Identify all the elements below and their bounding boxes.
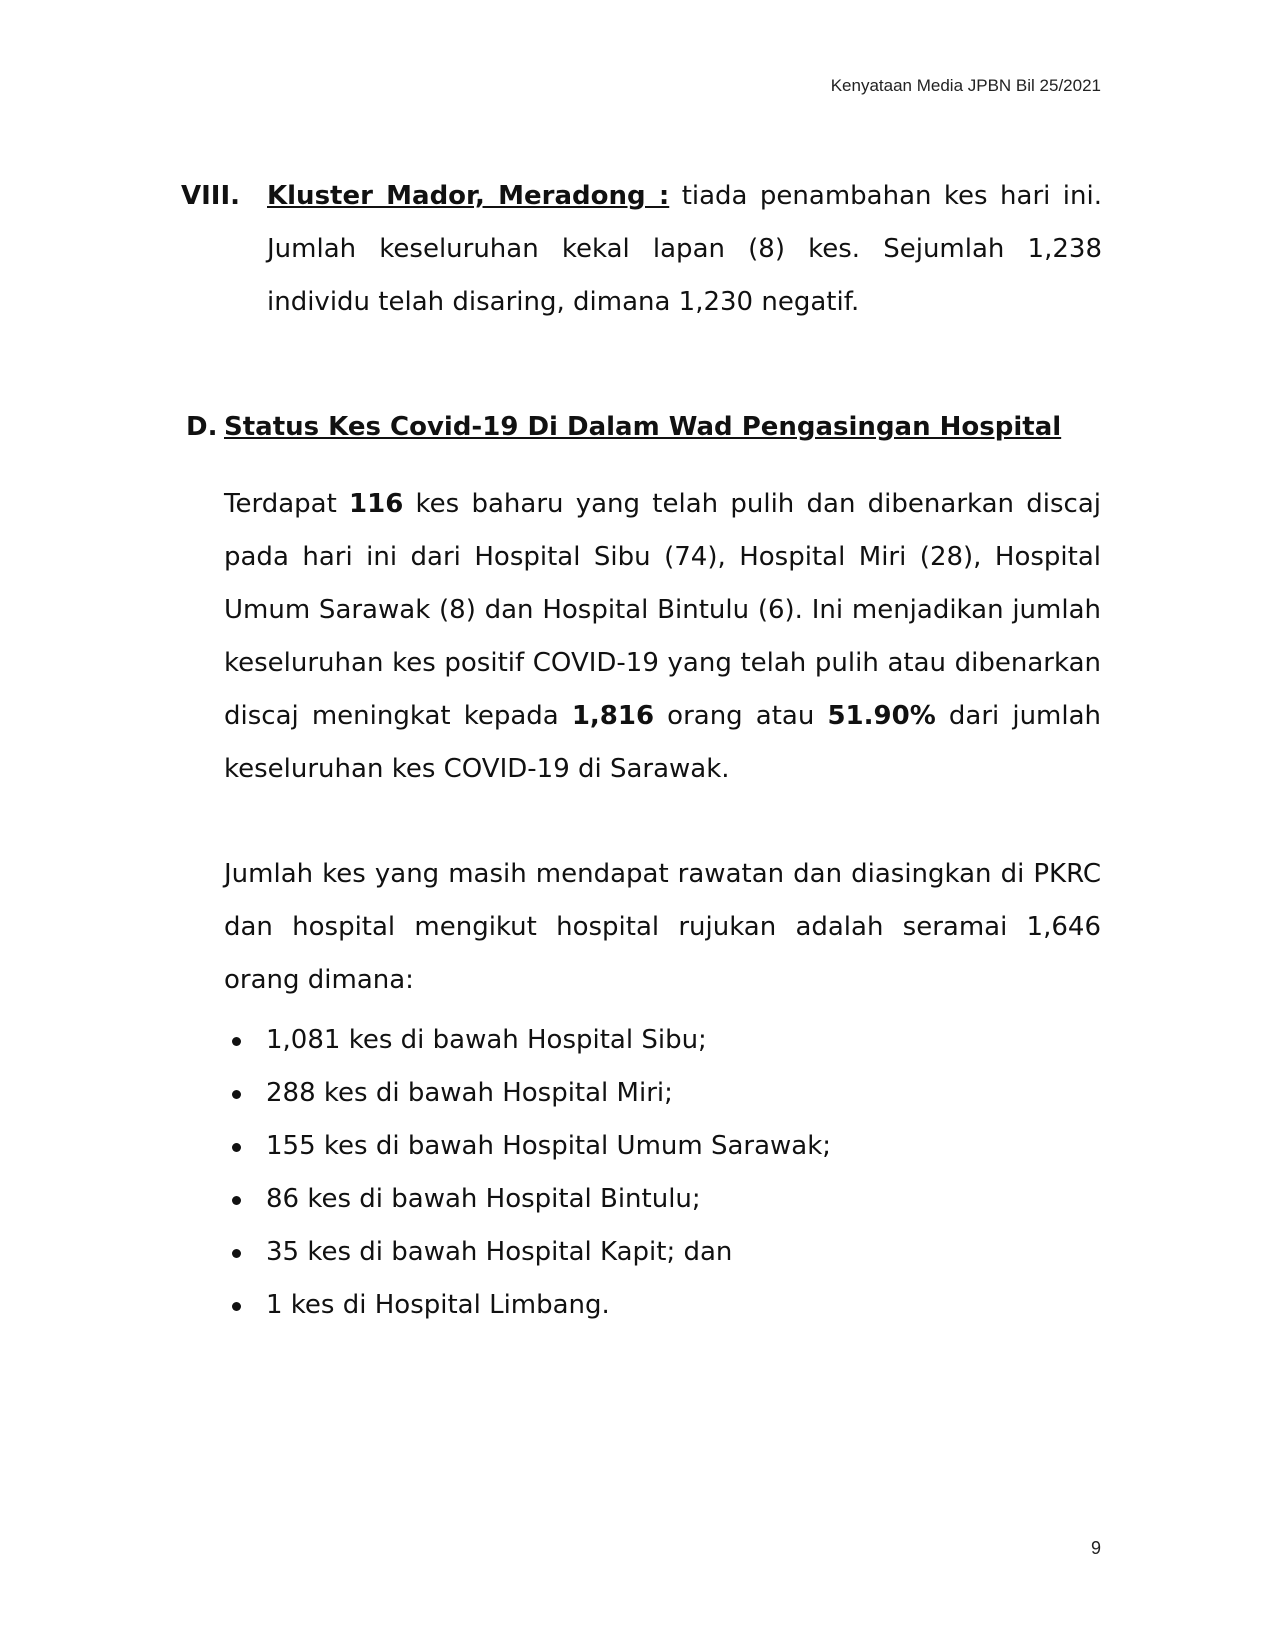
bullet-icon bbox=[232, 1143, 241, 1152]
para1-bold-percent: 51.90% bbox=[827, 701, 936, 731]
list-item bbox=[224, 1226, 831, 1279]
section-heading bbox=[186, 410, 1061, 444]
para1-bold-new-cases: 116 bbox=[349, 489, 404, 519]
item-viii-text bbox=[267, 170, 1102, 329]
list-item-text: 288 kes di bawah Hospital Miri; bbox=[266, 1078, 673, 1108]
list-item bbox=[224, 1014, 831, 1067]
list-item-text: 1 kes di Hospital Limbang. bbox=[266, 1290, 610, 1320]
page-number: 9 bbox=[1090, 1538, 1101, 1558]
bullet-icon bbox=[232, 1249, 241, 1258]
list-item-text: 86 kes di bawah Hospital Bintulu; bbox=[266, 1184, 701, 1214]
paragraph-active-cases: Jumlah kes yang masih mendapat rawatan dan diasingkan di PKRC dan hospital mengikut hospital rujukan adalah seramai 1,646 orang dimana: bbox=[224, 859, 1101, 995]
section-title: Status Kes Covid-19 Di Dalam Wad Pengasingan Hospital bbox=[224, 412, 1062, 442]
bullet-icon bbox=[232, 1196, 241, 1205]
page-header: Kenyataan Media JPBN Bil 25/2021 bbox=[830, 76, 1101, 95]
para1-bold-total: 1,816 bbox=[571, 701, 655, 731]
list-item bbox=[224, 1279, 831, 1332]
list-item-text: 155 kes di bawah Hospital Umum Sarawak; bbox=[266, 1131, 832, 1161]
list-item-text: 35 kes di bawah Hospital Kapit; dan bbox=[266, 1237, 733, 1267]
hospital-list bbox=[224, 1014, 831, 1332]
bullet-icon bbox=[232, 1302, 241, 1311]
para1-text-1: Terdapat bbox=[224, 489, 350, 519]
item-viii bbox=[181, 170, 1101, 329]
list-item bbox=[224, 1120, 831, 1173]
cluster-name: Kluster Mador, Meradong : bbox=[267, 181, 670, 211]
list-item bbox=[224, 1173, 831, 1226]
paragraph-recovered bbox=[224, 478, 1101, 796]
para1-text-2: kes baharu yang telah pulih dan dibenarkan discaj pada hari ini dari Hospital Sibu (74), Hospital Miri (28), Hospital Umum Sarawak (8) dan Hospital Bintulu (6). Ini menjadikan jumlah keseluruhan kes positif COVID-19 yang telah pulih atau dibenarkan discaj meningkat kepada bbox=[224, 489, 1101, 731]
list-item bbox=[224, 1067, 831, 1120]
list-item-text: 1,081 kes di bawah Hospital Sibu; bbox=[266, 1025, 707, 1055]
item-viii-body: tiada penambahan kes hari ini. Jumlah keseluruhan kekal lapan (8) kes. Sejumlah 1,238 individu telah disaring, dimana 1,230 negatif. bbox=[267, 181, 1102, 317]
para1-text-4: dari jumlah keseluruhan kes COVID-19 di Sarawak. bbox=[224, 701, 1102, 784]
para1-text-3: orang atau bbox=[654, 701, 828, 731]
bullet-icon bbox=[232, 1090, 241, 1099]
bullet-icon bbox=[232, 1037, 241, 1046]
section-letter: D. bbox=[186, 412, 218, 442]
roman-numeral: VIII. bbox=[181, 181, 241, 211]
